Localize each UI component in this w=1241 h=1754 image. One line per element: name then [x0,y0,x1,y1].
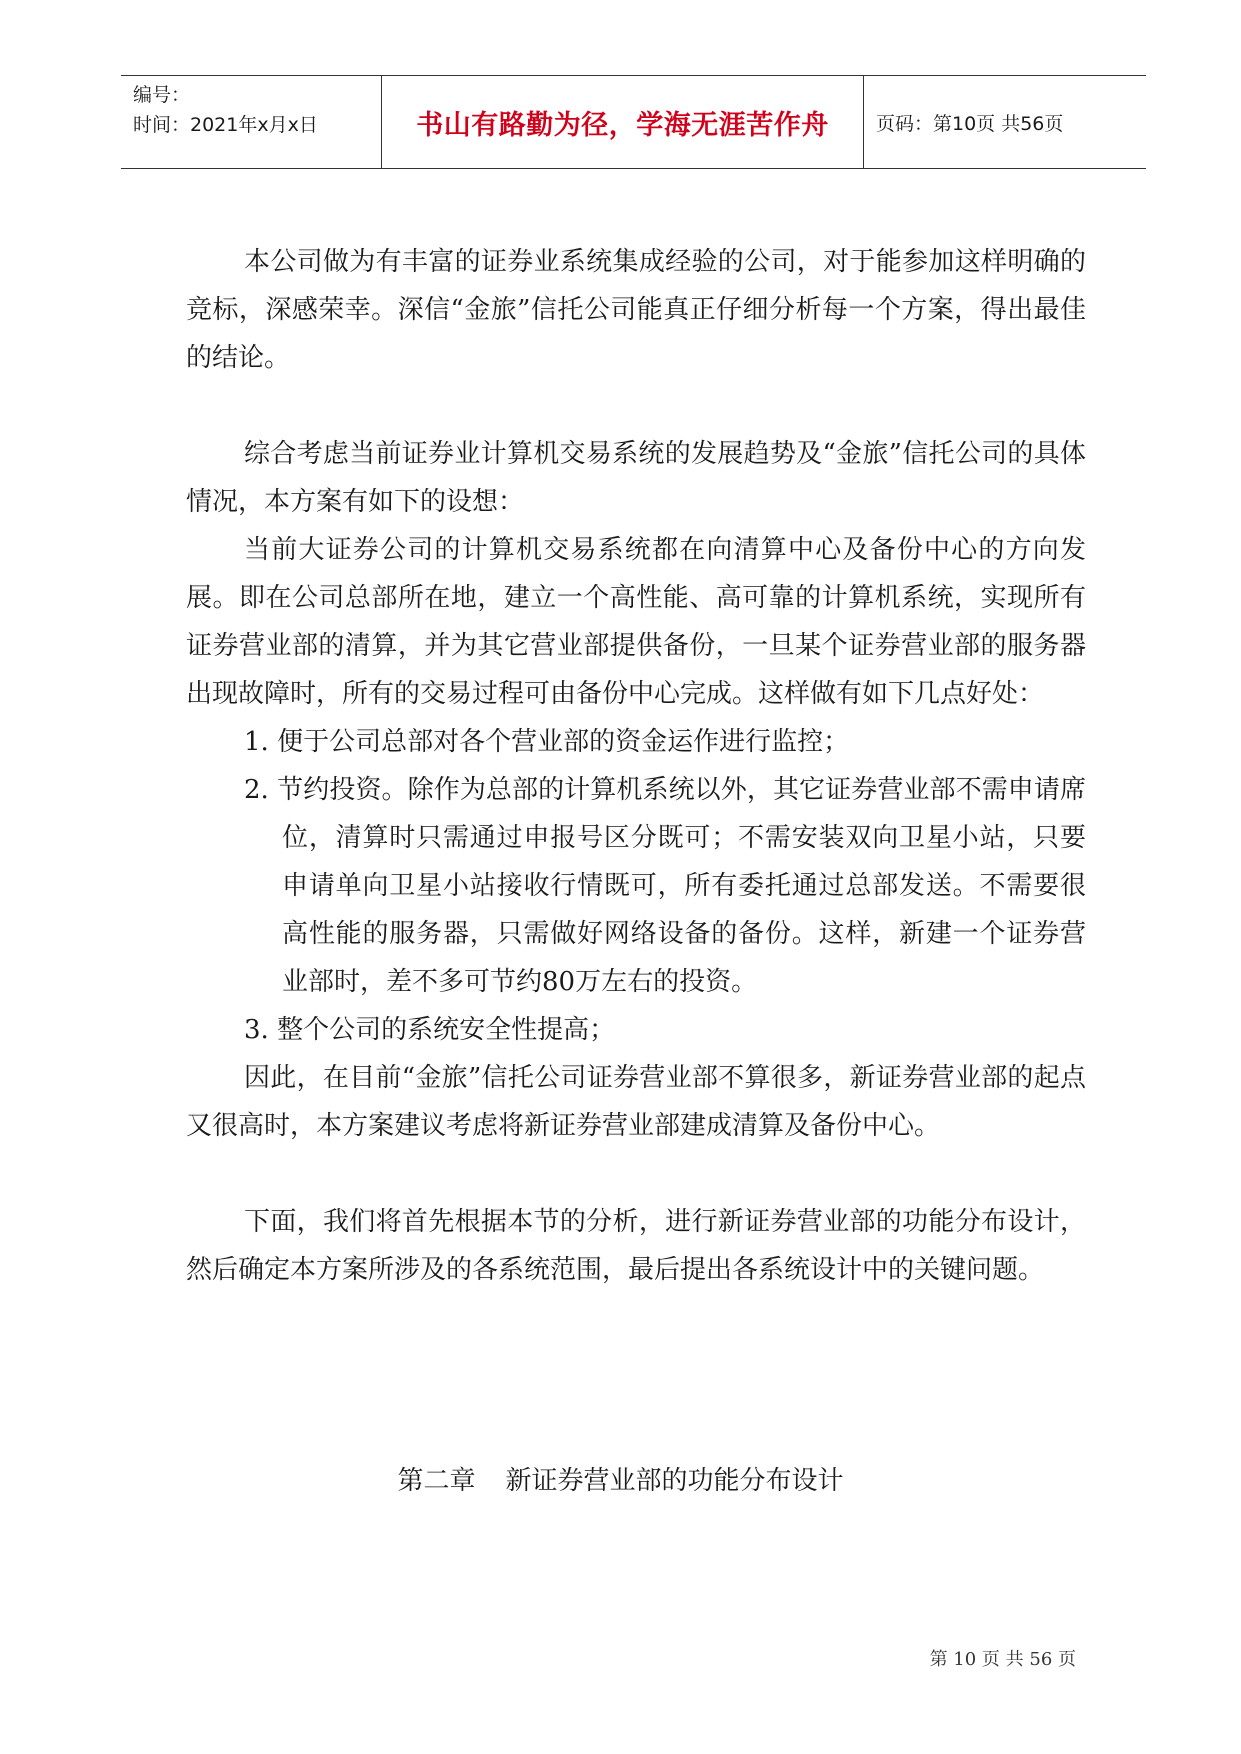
page-header [121,75,1146,169]
header-page-info: 页码：第10页 共56页 [876,112,1064,135]
paragraph-recommendation: 因此，在目前“金旅”信托公司证券营业部不算很多，新证券营业部的起点又很高时，本方案建议考虑将新证券营业部建成清算及备份中心。 [186,1063,1086,1141]
document-body [186,238,1086,1294]
chapter-number: 第二章 [397,1466,476,1496]
paragraph-intro: 本公司做为有丰富的证券业系统集成经验的公司，对于能参加这样明确的竞标，深感荣幸。深信“金旅”信托公司能真正仔细分析每一个方案，得出最佳的结论。 [186,247,1086,373]
document-number-label: 编号： [133,84,191,106]
paragraph-trend: 当前大证券公司的计算机交易系统都在向清算中心及备份中心的方向发展。即在公司总部所在地，建立一个高性能、高可靠的计算机系统，实现所有证券营业部的清算，并为其它营业部提供备份，一旦某个证券营业部的服务器出现故障时，所有的交易过程可由备份中心完成。这样做有如下几点好处： [186,535,1086,709]
header-motto: 书山有路勤为径，学海无涯苦作舟 [382,76,864,168]
paragraph-next-steps: 下面，我们将首先根据本节的分析，进行新证券营业部的功能分布设计，然后确定本方案所涉及的各系统范围，最后提出各系统设计中的关键问题。 [186,1207,1086,1285]
paragraph-overview: 综合考虑当前证券业计算机交易系统的发展趋势及“金旅”信托公司的具体情况，本方案有如下的设想： [186,439,1086,517]
document-time: 时间：2021年x月x日 [133,114,318,136]
list-item-2: 2. 节约投资。除作为总部的计算机系统以外，其它证券营业部不需申请席位，清算时只需通过申报号区分既可；不需安装双向卫星小站，只要申请单向卫星小站接收行情既可，所有委托通过总部发送。不需要很高性能的服务器，只需做好网络设备的备份。这样，新建一个证券营业部时，差不多可节约80万左右的投资。 [244,775,1086,997]
list-item-3: 3. 整个公司的系统安全性提高； [244,1015,616,1045]
chapter-heading [0,1461,1241,1501]
chapter-title: 新证券营业部的功能分布设计 [505,1466,844,1496]
page-footer: 第 10 页 共 56 页 [929,1649,1076,1670]
list-item-1: 1. 便于公司总部对各个营业部的资金运作进行监控； [244,727,850,757]
header-meta [121,76,382,168]
